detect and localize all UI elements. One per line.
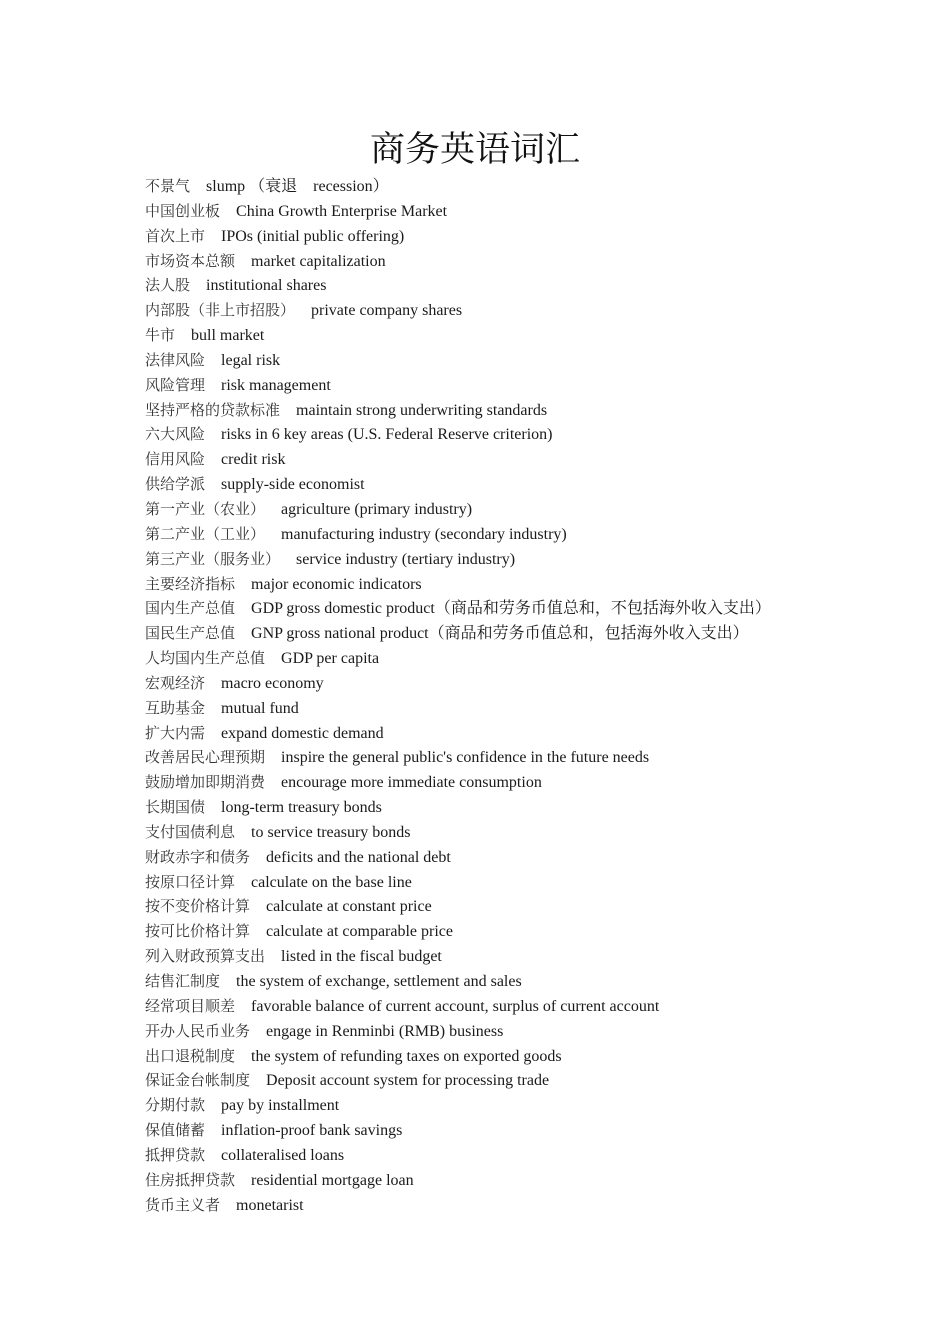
english-term: encourage more immediate consumption	[281, 774, 542, 792]
vocabulary-entry	[145, 1143, 845, 1168]
chinese-term: 出口退税制度	[145, 1046, 236, 1065]
english-term: China Growth Enterprise Market	[236, 202, 448, 220]
chinese-term: 六大风险	[145, 425, 206, 444]
vocabulary-entry	[145, 845, 845, 870]
vocabulary-entry	[145, 373, 845, 398]
vocabulary-entry	[145, 398, 845, 423]
english-term: credit risk	[221, 451, 286, 469]
vocabulary-entry	[145, 795, 845, 820]
english-term: mutual fund	[221, 699, 299, 717]
english-term: calculate at comparable price	[266, 923, 454, 941]
english-term: calculate on the base line	[251, 873, 412, 891]
vocabulary-entry	[145, 621, 845, 646]
chinese-term: 财政赤字和债务	[145, 847, 251, 866]
chinese-term: 宏观经济	[145, 673, 206, 692]
vocabulary-entry	[145, 1068, 845, 1093]
english-term: favorable balance of current account, surplus of current account	[251, 997, 660, 1015]
chinese-term: 第三产业（服务业）	[145, 549, 281, 568]
chinese-term: 货币主义者	[145, 1195, 221, 1214]
english-term: inflation-proof bank savings	[221, 1122, 403, 1140]
chinese-term: 市场资本总额	[145, 251, 236, 270]
english-term: risks in 6 key areas (U.S. Federal Reserve criterion)	[221, 426, 553, 444]
vocabulary-entry	[145, 770, 845, 795]
vocabulary-entry	[145, 497, 845, 522]
vocabulary-entry	[145, 174, 845, 199]
page-title: 商务英语词汇	[369, 130, 580, 170]
vocabulary-entry	[145, 1193, 845, 1218]
vocabulary-entry	[145, 1019, 845, 1044]
chinese-term: 中国创业板	[145, 201, 221, 220]
vocabulary-entry	[145, 447, 845, 472]
english-term: risk management	[221, 376, 331, 394]
english-term: private company shares	[311, 302, 463, 320]
chinese-term: 保值储蓄	[145, 1121, 206, 1140]
vocabulary-entry	[145, 721, 845, 746]
english-term: GDP gross domestic product（商品和劳务币值总和，不包括海外收入支出）	[251, 600, 771, 618]
chinese-term: 信用风险	[145, 450, 206, 469]
chinese-term: 法律风险	[145, 350, 206, 369]
english-term: inspire the general public's confidence in the future needs	[281, 749, 650, 767]
vocabulary-entry	[145, 1168, 845, 1193]
chinese-term: 按不变价格计算	[145, 897, 251, 916]
english-term: macro economy	[221, 674, 324, 692]
vocabulary-entry	[145, 273, 845, 298]
english-term: slump （衰退 recession）	[206, 178, 389, 195]
chinese-term: 长期国债	[145, 798, 206, 817]
english-term: agriculture (primary industry)	[281, 500, 473, 518]
english-term: manufacturing industry (secondary industry)	[281, 525, 567, 543]
english-term: engage in Renminbi (RMB) business	[266, 1022, 504, 1040]
vocabulary-entry	[145, 547, 845, 572]
chinese-term: 法人股	[145, 276, 191, 295]
chinese-term: 供给学派	[145, 475, 206, 494]
english-term: legal risk	[221, 351, 281, 369]
vocabulary-entry	[145, 596, 845, 621]
chinese-term: 国内生产总值	[145, 599, 236, 618]
english-term: expand domestic demand	[221, 724, 384, 742]
vocabulary-entry	[145, 1044, 845, 1069]
english-term: monetarist	[236, 1196, 304, 1214]
vocabulary-entry	[145, 894, 845, 919]
vocabulary-entry	[145, 994, 845, 1019]
chinese-term: 按原口径计算	[145, 872, 236, 891]
english-term: the system of refunding taxes on exported goods	[251, 1047, 562, 1065]
english-term: deficits and the national debt	[266, 848, 451, 866]
chinese-term: 按可比价格计算	[145, 922, 251, 941]
english-term: IPOs (initial public offering)	[221, 227, 405, 245]
english-term: market capitalization	[251, 252, 386, 270]
vocabulary-entry	[145, 671, 845, 696]
vocabulary-entry	[145, 646, 845, 671]
english-term: supply-side economist	[221, 476, 365, 494]
english-term: collateralised loans	[221, 1146, 345, 1164]
chinese-term: 列入财政预算支出	[145, 947, 266, 966]
chinese-term: 第二产业（工业）	[145, 524, 266, 543]
vocabulary-entry	[145, 348, 845, 373]
chinese-term: 结售汇制度	[145, 972, 221, 990]
english-term: major economic indicators	[251, 575, 422, 593]
vocabulary-entry	[145, 422, 845, 447]
chinese-term: 开办人民币业务	[145, 1021, 251, 1040]
chinese-term: 经常项目顺差	[145, 996, 236, 1015]
chinese-term: 首次上市	[145, 226, 206, 245]
chinese-term: 改善居民心理预期	[145, 748, 266, 767]
vocabulary-entry	[145, 572, 845, 597]
english-term: GDP per capita	[281, 650, 380, 668]
vocabulary-entry	[145, 224, 845, 249]
english-term: listed in the fiscal budget	[281, 948, 442, 966]
chinese-term: 风险管理	[145, 375, 206, 394]
chinese-term: 国民生产总值	[145, 624, 236, 643]
english-term: GNP gross national product（商品和劳务币值总和，包括海外收入支出）	[251, 625, 749, 643]
chinese-term: 第一产业（农业）	[145, 499, 266, 518]
english-term: bull market	[191, 327, 265, 345]
vocabulary-entry	[145, 870, 845, 895]
english-term: maintain strong underwriting standards	[296, 401, 548, 419]
vocabulary-entry	[145, 1118, 845, 1143]
chinese-term: 抵押贷款	[145, 1145, 206, 1164]
english-term: institutional shares	[206, 277, 327, 295]
chinese-term: 主要经济指标	[145, 574, 236, 593]
english-term: long-term treasury bonds	[221, 799, 382, 817]
english-term: pay by installment	[221, 1097, 340, 1115]
english-term: residential mortgage loan	[251, 1171, 414, 1189]
vocabulary-entry	[145, 1093, 845, 1118]
chinese-term: 住房抵押贷款	[145, 1170, 236, 1189]
vocabulary-entry	[145, 522, 845, 547]
english-term: the system of exchange, settlement and sales	[236, 973, 522, 990]
english-term: to service treasury bonds	[251, 823, 411, 841]
vocabulary-entry	[145, 944, 845, 969]
vocabulary-entry	[145, 696, 845, 721]
vocabulary-entry	[145, 249, 845, 274]
chinese-term: 不景气	[145, 177, 191, 195]
vocabulary-entry	[145, 969, 845, 994]
chinese-term: 人均国内生产总值	[145, 649, 266, 668]
english-term: service industry (tertiary industry)	[296, 550, 516, 568]
chinese-term: 内部股（非上市招股）	[145, 301, 296, 320]
chinese-term: 扩大内需	[145, 723, 206, 742]
chinese-term: 坚持严格的贷款标准	[145, 400, 281, 419]
vocabulary-entry	[145, 919, 845, 944]
vocabulary-list	[145, 174, 845, 1217]
chinese-term: 牛市	[145, 326, 176, 345]
chinese-term: 分期付款	[145, 1096, 206, 1115]
english-term: calculate at constant price	[266, 898, 432, 916]
vocabulary-entry	[145, 820, 845, 845]
english-term: Deposit account system for processing trade	[266, 1072, 550, 1090]
vocabulary-entry	[145, 199, 845, 224]
chinese-term: 互助基金	[145, 698, 206, 717]
vocabulary-entry	[145, 323, 845, 348]
vocabulary-entry	[145, 472, 845, 497]
chinese-term: 保证金台帐制度	[145, 1071, 251, 1090]
chinese-term: 鼓励增加即期消费	[145, 773, 266, 792]
vocabulary-entry	[145, 745, 845, 770]
vocabulary-entry	[145, 298, 845, 323]
chinese-term: 支付国债利息	[145, 822, 236, 841]
